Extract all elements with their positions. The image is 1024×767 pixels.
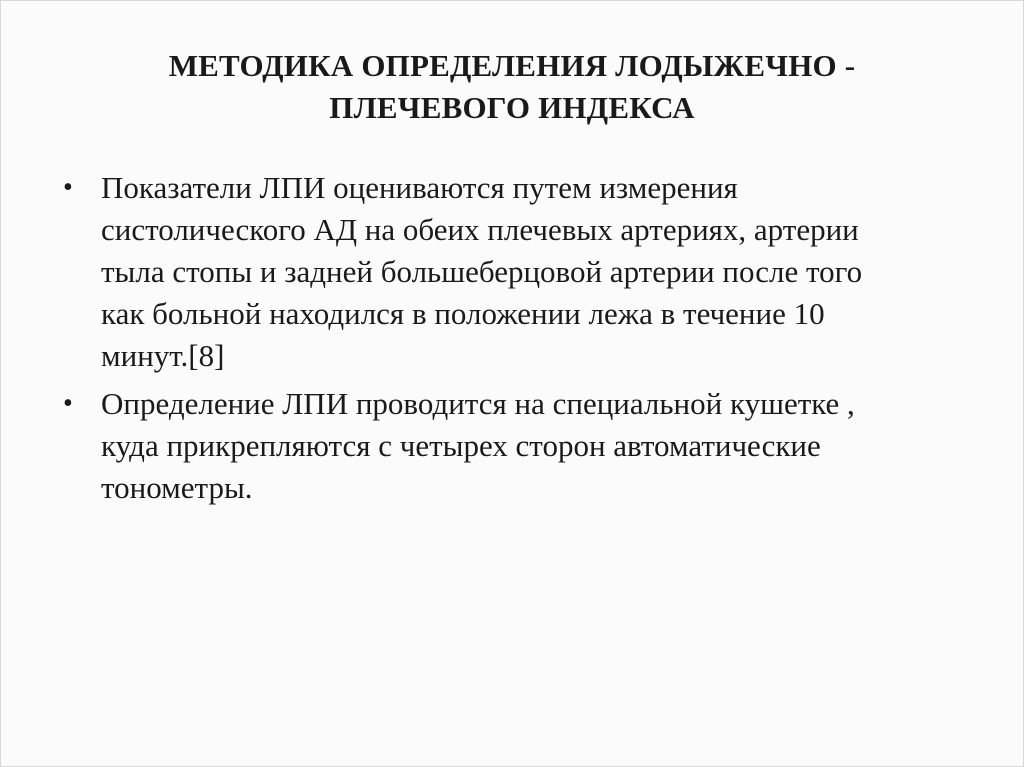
bullet-text-1 <box>101 167 959 377</box>
bullet-1-line-1: Показатели ЛПИ оцениваются путем измерения <box>101 170 738 205</box>
bullet-2-line-1: Определение ЛПИ проводится на специальной кушетке , <box>101 386 855 421</box>
bullet-1-line-5: минут.[8] <box>101 338 225 373</box>
title-line-1: МЕТОДИКА ОПРЕДЕЛЕНИЯ ЛОДЫЖЕЧНО - <box>168 48 856 83</box>
bullet-2-line-2: куда прикрепляются с четырех сторон автоматические <box>101 428 821 463</box>
bullet-text-2 <box>101 383 959 509</box>
bullet-list <box>59 167 959 515</box>
bullet-1-line-4: как больной находился в положении лежа в течение 10 <box>101 296 825 331</box>
bullet-1-line-3: тыла стопы и задней большеберцовой артерии после того <box>101 254 863 289</box>
bullet-item-2 <box>59 383 959 509</box>
bullet-2-line-3: тонометры. <box>101 470 253 505</box>
bullet-1-line-2: систолического АД на обеих плечевых артериях, артерии <box>101 212 859 247</box>
bullet-dot-icon: • <box>63 388 73 419</box>
bullet-dot-icon: • <box>63 172 73 203</box>
slide-title <box>61 45 963 129</box>
bullet-item-1 <box>59 167 959 377</box>
title-line-2: ПЛЕЧЕВОГО ИНДЕКСА <box>329 90 695 125</box>
